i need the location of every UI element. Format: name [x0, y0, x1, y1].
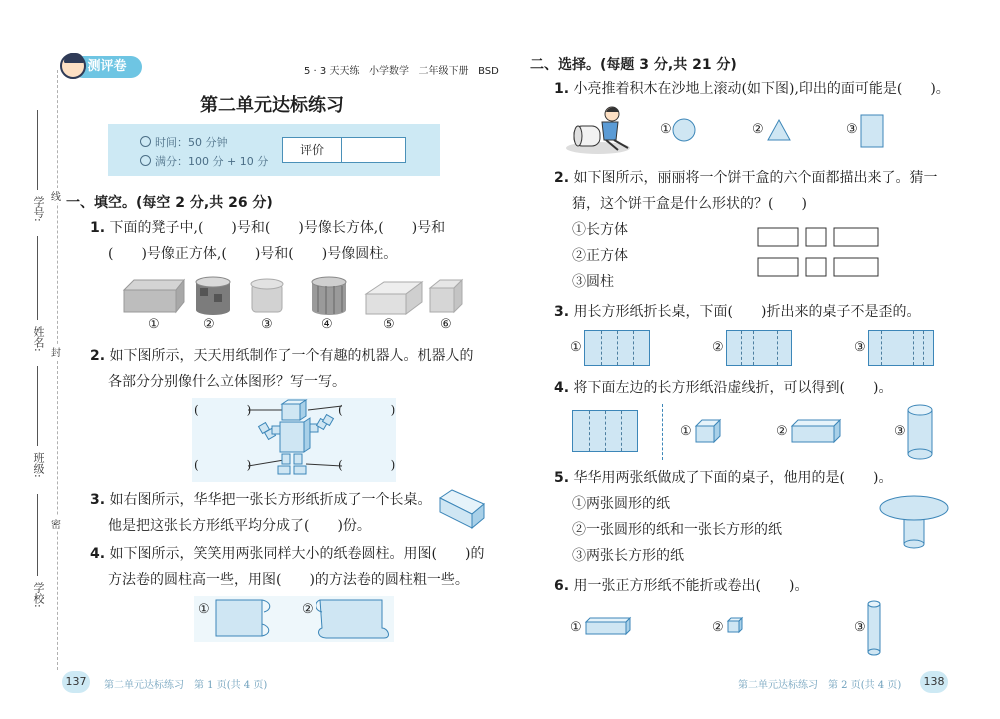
s1-q2-line2: 各部分分别像什么立体图形？写一写。: [108, 374, 346, 390]
fold-line: [605, 411, 606, 451]
fold-line: [633, 331, 634, 365]
triangle-shape: [766, 118, 792, 142]
robot-blank-4[interactable]: ( ): [338, 458, 396, 472]
stool-label-1: ①: [148, 317, 160, 332]
check-icon: [140, 155, 151, 166]
s2-q4-label-3: ③: [894, 424, 906, 439]
fold-line: [913, 331, 914, 365]
rolling-figure-1: [214, 598, 272, 640]
s1-q3-line2: 他是把这张长方形纸平均分成了( )份。: [108, 518, 371, 534]
section1-heading: 一、填空。(每空 2 分,共 26 分): [66, 195, 273, 211]
s2-q3-text: 用长方形纸折长桌，下面( )折出来的桌子不是歪的。: [573, 304, 921, 320]
page-title: 第二单元达标练习: [200, 95, 344, 116]
fold-line: [881, 331, 882, 365]
divider-dashed: [662, 404, 663, 460]
stool-label-6: ⑥: [440, 317, 452, 332]
flat-cuboid: [584, 614, 632, 638]
rolling-label-2: ②: [302, 602, 314, 617]
book-edition: BSD: [478, 66, 499, 77]
rectangle-shape: [860, 114, 884, 148]
s2-q6: [554, 576, 808, 596]
fold-line: [617, 331, 618, 365]
s2-q5-option-2[interactable]: ②一张圆形的纸和一张长方形的纸: [572, 522, 782, 538]
stool-label-2: ②: [203, 317, 215, 332]
seal-mark-feng: 封: [51, 344, 61, 359]
s2-q3-label-2: ②: [712, 340, 724, 355]
class-label: 班级:: [32, 452, 45, 478]
score-info: [140, 153, 268, 169]
s2-q6-label-3: ③: [854, 620, 866, 635]
test-badge-label: 测评卷: [72, 56, 142, 78]
evaluation-field[interactable]: [342, 138, 404, 162]
s2-q2-line1: 如下图所示，丽丽将一个饼干盒的六个面都描出来了。猜一: [573, 170, 938, 186]
s2-q3-paper-3: [868, 330, 934, 366]
s2-q1-label-1: ①: [660, 122, 672, 137]
s2-q5-option-3[interactable]: ③两张长方形的纸: [572, 548, 684, 564]
s1-q3-number: 3.: [90, 492, 106, 508]
s2-q5: [554, 468, 892, 488]
s2-q2: [554, 168, 938, 188]
s1-q4-line2: 方法卷的圆柱高一些，用图( )的方法卷的圆柱粗一些。: [108, 572, 469, 588]
student-face-icon: [60, 53, 86, 79]
s1-q2: [90, 346, 474, 366]
s2-q3-number: 3.: [554, 304, 570, 320]
name-line: [37, 236, 38, 320]
left-page-number: 137: [62, 671, 90, 693]
evaluation-box: [282, 137, 406, 163]
fold-line: [621, 411, 622, 451]
book-subject: 小学数学: [369, 66, 409, 77]
stool-label-4: ④: [321, 317, 333, 332]
s1-q1-line2: ( )号像正方体,( )号和( )号像圆柱。: [108, 246, 398, 262]
box-faces-drawing: [756, 226, 882, 280]
s2-q3-label-3: ③: [854, 340, 866, 355]
s1-q2-line1: 如下图所示，天天用纸制作了一个有趣的机器人。机器人的: [109, 348, 474, 364]
s2-q4-label-1: ①: [680, 424, 692, 439]
robot-illustration: [240, 398, 350, 482]
s2-q1-label-2: ②: [752, 122, 764, 137]
right-footer-text: 第二单元达标练习 第 2 页(共 4 页): [738, 680, 902, 691]
clock-icon: [140, 136, 151, 147]
stool-label-5: ⑤: [383, 317, 395, 332]
small-cube: [694, 418, 722, 444]
evaluation-label: 评价: [283, 138, 342, 162]
s2-q1-label-3: ③: [846, 122, 858, 137]
s1-q1-line1: 下面的凳子中,( )号和( )号像长方体,( )号和: [109, 220, 446, 236]
s1-q4: [90, 544, 484, 564]
student-no-label: 学号:: [32, 196, 45, 222]
s2-q2-option-3[interactable]: ③圆柱: [572, 274, 614, 290]
s2-q4-paper: [572, 410, 638, 452]
s2-q3-paper-2: [726, 330, 792, 366]
tall-cylinder: [866, 600, 882, 658]
s2-q3: [554, 302, 920, 322]
class-line: [37, 366, 38, 446]
fold-line: [741, 331, 742, 365]
name-label: 姓名:: [32, 326, 45, 352]
book-grade: 二年级下册: [418, 66, 469, 77]
fold-line: [753, 331, 754, 365]
school-label: 学校:: [32, 582, 45, 608]
boy-pushing-block: [566, 104, 632, 156]
s2-q4: [554, 378, 892, 398]
s1-q3: [90, 490, 432, 510]
stool-5-cuboid: [366, 282, 422, 314]
fold-line: [923, 331, 924, 365]
time-text: 时间：50 分钟: [155, 136, 228, 149]
student-no-line: [37, 110, 38, 190]
fold-line: [777, 331, 778, 365]
stool-label-3: ③: [261, 317, 273, 332]
s1-q1-number: 1.: [90, 220, 106, 236]
book-info: [304, 62, 499, 77]
s2-q1-text: 小亮推着积木在沙地上滚动(如下图),印出的面可能是( )。: [573, 81, 950, 97]
s1-q4-number: 4.: [90, 546, 106, 562]
fold-line: [589, 411, 590, 451]
s2-q2-option-1[interactable]: ①长方体: [572, 222, 628, 238]
binding-line: [57, 70, 58, 670]
stool-6-cube: [430, 280, 462, 312]
s2-q3-label-1: ①: [570, 340, 582, 355]
stool-3-cube: [251, 279, 283, 312]
stools-illustration: [118, 272, 468, 332]
s2-q5-option-1[interactable]: ①两张圆形的纸: [572, 496, 670, 512]
s1-q1: [90, 218, 445, 238]
s1-q3-line1: 如右图所示，华华把一张长方形纸折成了一个长桌。: [109, 492, 432, 508]
fold-line: [601, 331, 602, 365]
s2-q2-line2: 猜，这个饼干盒是什么形状的？( ): [572, 196, 807, 212]
s2-q4-number: 4.: [554, 380, 570, 396]
s2-q1: [554, 79, 950, 99]
circle-shape: [672, 118, 696, 142]
s2-q3-paper-1: [584, 330, 650, 366]
s2-q5-number: 5.: [554, 470, 570, 486]
rolling-figure-2: [316, 598, 394, 640]
test-badge: [60, 53, 144, 81]
score-text: 满分：100 分 + 10 分: [155, 155, 269, 168]
stool-4-cylinder: [312, 277, 346, 315]
s2-q1-number: 1.: [554, 81, 570, 97]
rolling-label-1: ①: [198, 602, 210, 617]
round-table-illustration: [878, 494, 950, 550]
seal-mark-mi: 密: [51, 516, 61, 531]
section2-heading: 二、选择。(每题 3 分,共 21 分): [530, 57, 737, 73]
school-line: [37, 494, 38, 576]
s2-q5-text: 华华用两张纸做成了下面的桌子，他用的是( )。: [573, 470, 893, 486]
s2-q6-text: 用一张正方形纸不能折或卷出( )。: [573, 578, 809, 594]
s2-q2-number: 2.: [554, 170, 570, 186]
time-info: [140, 134, 228, 150]
cylinder-shape: [906, 404, 934, 462]
s1-q4-line1: 如下图所示，笑笑用两张同样大小的纸卷圆柱。用图( )的: [109, 546, 485, 562]
s1-q2-number: 2.: [90, 348, 106, 364]
right-page-number: 138: [920, 671, 948, 693]
robot-blank-1[interactable]: ( ): [194, 403, 252, 417]
tiny-cube: [726, 616, 744, 634]
long-table-illustration: [438, 488, 486, 530]
book-series: 5 · 3 天天练: [304, 66, 360, 77]
stool-1-cuboid: [124, 280, 184, 312]
seal-mark-xian: 线: [51, 188, 61, 203]
robot-blank-3[interactable]: ( ): [194, 458, 252, 472]
robot-blank-2[interactable]: ( ): [338, 403, 396, 417]
s2-q6-label-2: ②: [712, 620, 724, 635]
long-cuboid: [790, 418, 842, 444]
s2-q6-label-1: ①: [570, 620, 582, 635]
left-footer-text: 第二单元达标练习 第 1 页(共 4 页): [104, 680, 268, 691]
s2-q4-label-2: ②: [776, 424, 788, 439]
stool-2-cylinder: [196, 277, 230, 315]
s2-q4-text: 将下面左边的长方形纸沿虚线折，可以得到( )。: [573, 380, 893, 396]
s2-q6-number: 6.: [554, 578, 570, 594]
s2-q2-option-2[interactable]: ②正方体: [572, 248, 628, 264]
